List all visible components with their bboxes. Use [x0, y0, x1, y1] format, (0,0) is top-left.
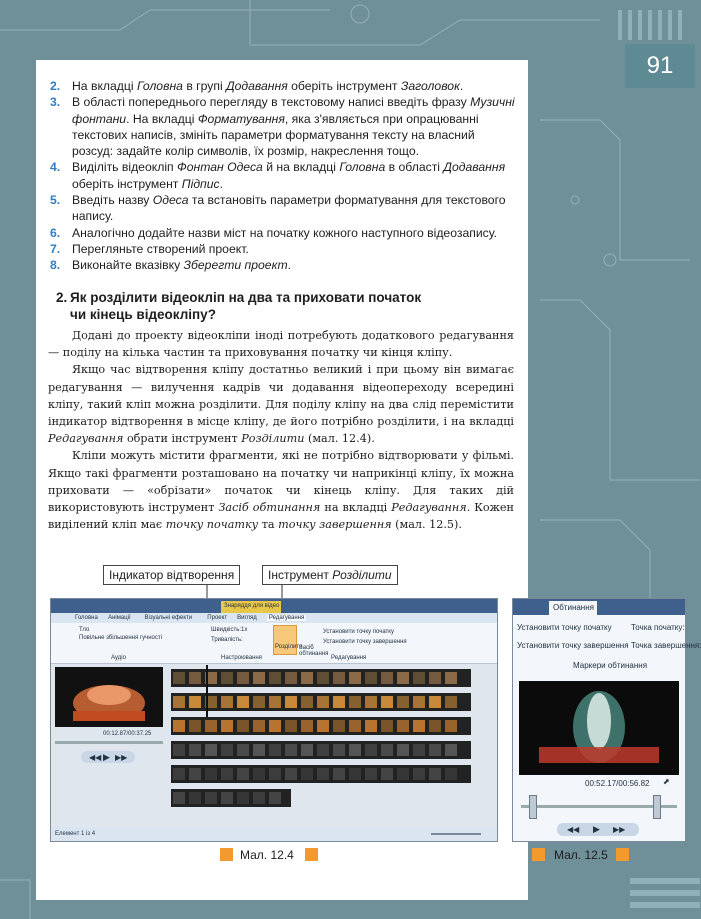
clip-frame — [333, 744, 345, 756]
step-text: Аналогічно додайте назви міст на початку кожного наступного відеозапису. — [72, 225, 497, 240]
clip-frame — [237, 720, 249, 732]
split-button[interactable] — [273, 625, 303, 655]
clip-frame — [301, 696, 313, 708]
caption5-marker-left — [532, 848, 545, 861]
clip-frame — [285, 720, 297, 732]
section-body — [48, 327, 514, 533]
clip-frame — [189, 720, 201, 732]
playback-indicator[interactable] — [206, 665, 208, 717]
tab-trim-label: Обтинання — [553, 603, 594, 612]
step-text: В області попереднього перегляду в текстовому написі введіть фразу Музичні фонтани. На вкладці Форматування, яка з'являється при опрацюванні текстових написів, змініть параметри форматування тексту на власний розсуд: задайте колір символів, їх розмір, накреслення тощо. — [72, 95, 515, 159]
step-item — [50, 78, 515, 94]
step-item — [50, 225, 515, 241]
ribbon-tab[interactable]: Головна — [75, 615, 98, 621]
clip-frame — [349, 720, 361, 732]
step-number: 5. — [50, 193, 61, 208]
clip-frame — [445, 744, 457, 756]
page-number: 91 — [625, 44, 695, 88]
step-number: 8. — [50, 258, 61, 273]
clip-frame — [445, 720, 457, 732]
clip-frame — [285, 768, 297, 780]
caption5-marker-right — [616, 848, 629, 861]
clip-frame — [253, 672, 265, 684]
group-adjust: Настроювання — [221, 655, 262, 661]
clip-frame — [269, 696, 281, 708]
clip-frame — [301, 768, 313, 780]
step-text: На вкладці Головна в групі Додавання оберіть інструмент Заголовок. — [72, 79, 464, 93]
screenshot-trim-tool — [512, 598, 701, 842]
trim-next-icon[interactable]: ▶▶ — [613, 825, 626, 834]
clip-frame — [349, 744, 361, 756]
clip-frame — [445, 696, 457, 708]
section-title-line2: чи кінець відеокліпу? — [70, 307, 216, 322]
trim-preview-time: 00:52.17/00:56.82 — [585, 779, 650, 788]
clip-frame — [237, 696, 249, 708]
storyboard-clip-row[interactable] — [171, 741, 471, 759]
step-number: 2. — [50, 79, 61, 93]
zoom-slider[interactable] — [431, 833, 481, 835]
body-paragraph: Якщо час відтворення кліпу достатньо великий і при цьому він вимагає редагування — вилучення кадрів чи додавання відеопереходу всередині кліпу, такий кліп можна розділити. Для поділу кліпу на два слід перемістити індикатор відтворення в місце кліпу, де його потрібно розділити, і на вкладці Редагування обрати інструмент Розділити (мал. 12.4). — [48, 363, 514, 446]
clip-frame — [365, 720, 377, 732]
trim-end-marker[interactable] — [653, 795, 661, 819]
fullscreen-icon[interactable]: ⬈ — [663, 777, 670, 786]
clip-frame — [285, 744, 297, 756]
step-item — [50, 159, 515, 192]
start-point-label: Точка початку: — [631, 623, 685, 632]
caption-marker-left — [220, 848, 233, 861]
clip-frame — [413, 744, 425, 756]
clip-frame — [269, 792, 281, 804]
step-item — [50, 241, 515, 257]
storyboard-clip-row[interactable] — [171, 717, 471, 735]
ribbon-music-fade[interactable]: Повільне збільшення гучності — [79, 635, 162, 641]
context-tab-label: Знаряддя для відео — [224, 603, 280, 609]
clip-frame — [413, 672, 425, 684]
clip-frame — [429, 768, 441, 780]
clip-frame — [253, 744, 265, 756]
preview-video — [55, 667, 163, 727]
step-number: 4. — [50, 160, 61, 175]
step-item — [50, 94, 515, 159]
clip-frame — [173, 744, 185, 756]
clip-frame — [253, 720, 265, 732]
trim-play-icon[interactable]: ▶ — [593, 824, 600, 834]
trim-playback-controls[interactable] — [557, 823, 639, 836]
trim-title-bar — [513, 599, 685, 615]
clip-frame — [253, 768, 265, 780]
trim-prev-icon[interactable]: ◀◀ — [567, 825, 580, 834]
clip-frame — [413, 696, 425, 708]
step-item — [50, 192, 515, 225]
clip-frame — [397, 720, 409, 732]
clip-frame — [285, 696, 297, 708]
ribbon-speed-value[interactable]: 1х — [241, 627, 248, 633]
caption-marker-right — [305, 848, 318, 861]
clip-frame — [221, 672, 233, 684]
clip-frame — [317, 768, 329, 780]
trim-preview-video — [519, 681, 679, 775]
clip-frame — [317, 696, 329, 708]
status-text: Елемент 1 із 4 — [55, 831, 96, 837]
clip-frame — [237, 672, 249, 684]
clip-frame — [397, 768, 409, 780]
clip-frame — [301, 672, 313, 684]
fountain-image — [55, 667, 163, 727]
callout-split-tool: Інструмент Розділити — [262, 565, 398, 585]
clip-frame — [221, 792, 233, 804]
step-number: 3. — [50, 95, 61, 110]
clip-frame — [429, 696, 441, 708]
clip-frame — [397, 672, 409, 684]
clip-frame — [173, 672, 185, 684]
clip-frame — [237, 768, 249, 780]
clip-frame — [349, 696, 361, 708]
group-audio: Аудіо — [111, 655, 126, 661]
storyboard-clip-row[interactable] — [171, 693, 471, 711]
preview-seek-bar[interactable] — [55, 741, 163, 744]
step-item — [50, 257, 515, 273]
clip-frame — [381, 744, 393, 756]
ribbon-speed-label: Швидкість: — [211, 627, 242, 633]
trim-tool-button[interactable]: Засіб обтинання — [299, 645, 329, 657]
clip-frame — [221, 720, 233, 732]
body-paragraph: Додані до проекту відеокліпи іноді потребують додаткового редагування — поділу на кілька частин та приховування початку чи кінця кліпу. — [48, 329, 514, 360]
clip-frame — [365, 768, 377, 780]
clip-frame — [317, 744, 329, 756]
ribbon-tab[interactable]: Анімації — [108, 615, 131, 621]
clip-frame — [205, 792, 217, 804]
section-title-line1: Як розділити відеокліп на два та приховати початок — [70, 290, 422, 305]
clip-frame — [381, 720, 393, 732]
clip-frame — [189, 768, 201, 780]
clip-frame — [365, 696, 377, 708]
clip-frame — [205, 720, 217, 732]
ribbon-tab[interactable]: Проект — [207, 615, 228, 621]
clip-frame — [397, 744, 409, 756]
clip-frame — [317, 720, 329, 732]
clip-frame — [237, 744, 249, 756]
storyboard-clip-row[interactable] — [171, 765, 471, 783]
play-icon[interactable]: ▶ — [103, 752, 110, 762]
section-number: 2. — [56, 290, 68, 305]
set-end-point[interactable]: Установити точку завершення — [517, 641, 629, 650]
split-button-label: Розділити — [275, 644, 303, 650]
clip-frame — [317, 672, 329, 684]
clip-frame — [253, 696, 265, 708]
ribbon-tab[interactable]: Вигляд — [237, 615, 257, 621]
set-start-button[interactable]: Установити точку початку — [323, 629, 394, 635]
callout-playback-indicator: Індикатор відтворення — [103, 565, 240, 585]
step-number: 7. — [50, 241, 61, 256]
context-tab-band — [221, 601, 281, 613]
caption-fig-12-5: Мал. 12.5 — [554, 848, 608, 862]
clip-frame — [285, 672, 297, 684]
clip-frame — [301, 720, 313, 732]
clip-frame — [189, 696, 201, 708]
clip-frame — [349, 768, 361, 780]
step-text: Введіть назву Одеса та встановіть параметри форматування для текстового напису. — [72, 193, 506, 224]
clip-frame — [237, 792, 249, 804]
ribbon-tab[interactable]: Візуальні ефекти — [144, 615, 193, 621]
screenshot-movie-maker — [50, 598, 498, 842]
set-start-point[interactable]: Установити точку початку — [517, 623, 612, 632]
clip-frame — [221, 768, 233, 780]
body-paragraph: Кліпи можуть містити фрагменти, які не потрібно відтворювати у фільмі. Якщо такі фрагменти розташовано на початку чи наприкінці кліпу, їх можна приховати — «обрізати» початок чи кінець кліпу. Для таких дій використовують інструмент Засіб обтинання на вкладці Редагування. Кожен виділений кліп має точку початку та точку завершення (мал. 12.5). — [48, 449, 514, 532]
trim-fountain-image — [519, 681, 679, 775]
clip-frame — [269, 720, 281, 732]
clip-frame — [365, 744, 377, 756]
step-list — [50, 78, 515, 274]
clip-frame — [445, 768, 457, 780]
clip-frame — [173, 792, 185, 804]
clip-frame — [301, 744, 313, 756]
clip-frame — [333, 768, 345, 780]
clip-frame — [429, 672, 441, 684]
clip-frame — [413, 720, 425, 732]
clip-frame — [333, 720, 345, 732]
caption-fig-12-4: Мал. 12.4 — [240, 848, 294, 862]
step-text: Виділіть відеокліп Фонтан Одеса й на вкладці Головна в області Додавання оберіть інструмент Підпис. — [72, 160, 506, 191]
preview-time: 00:12.87/00:37.25 — [103, 731, 152, 737]
trim-markers-label: Маркери обтинання — [573, 661, 648, 670]
step-text: Перегляньте створений проект. — [72, 241, 249, 256]
clip-frame — [445, 672, 457, 684]
clip-frame — [365, 672, 377, 684]
step-text: Виконайте вказівку Зберегти проект. — [72, 258, 292, 273]
clip-frame — [205, 768, 217, 780]
clip-frame — [269, 744, 281, 756]
ribbon-duration-label: Тривалість: — [211, 637, 243, 643]
clip-frame — [333, 696, 345, 708]
set-end-button[interactable]: Установити точку завершення — [323, 639, 407, 645]
clip-frame — [381, 768, 393, 780]
clip-frame — [221, 696, 233, 708]
storyboard-clip-row[interactable] — [171, 669, 471, 687]
clip-frame — [429, 720, 441, 732]
clip-frame — [429, 744, 441, 756]
clip-frame — [269, 768, 281, 780]
tab-trim[interactable] — [549, 601, 597, 615]
end-point-label: Точка завершення: — [631, 641, 701, 650]
clip-frame — [413, 768, 425, 780]
step-number: 6. — [50, 225, 61, 240]
clip-frame — [253, 792, 265, 804]
ribbon-background[interactable]: Тло — [79, 627, 90, 633]
section-heading — [56, 289, 476, 323]
clip-frame — [173, 768, 185, 780]
clip-frame — [381, 696, 393, 708]
clip-frame — [189, 792, 201, 804]
clip-frame — [269, 672, 281, 684]
clip-frame — [349, 672, 361, 684]
ribbon — [51, 623, 497, 664]
clip-frame — [397, 696, 409, 708]
clip-frame — [205, 744, 217, 756]
clip-frame — [173, 720, 185, 732]
clip-frame — [333, 672, 345, 684]
trim-start-marker[interactable] — [529, 795, 537, 819]
clip-frame — [189, 744, 201, 756]
next-frame-icon[interactable]: ▶▶ — [115, 753, 128, 762]
storyboard-clip-row[interactable] — [171, 789, 291, 807]
clip-frame — [173, 696, 185, 708]
ribbon-tab[interactable]: Редагування — [268, 615, 305, 621]
clip-frame — [189, 672, 201, 684]
clip-frame — [381, 672, 393, 684]
status-bar — [51, 827, 497, 841]
prev-frame-icon[interactable]: ◀◀ — [89, 753, 102, 762]
playback-controls[interactable] — [81, 751, 135, 763]
group-edit: Редагування — [331, 655, 367, 661]
clip-frame — [221, 744, 233, 756]
tab-row — [51, 613, 497, 623]
